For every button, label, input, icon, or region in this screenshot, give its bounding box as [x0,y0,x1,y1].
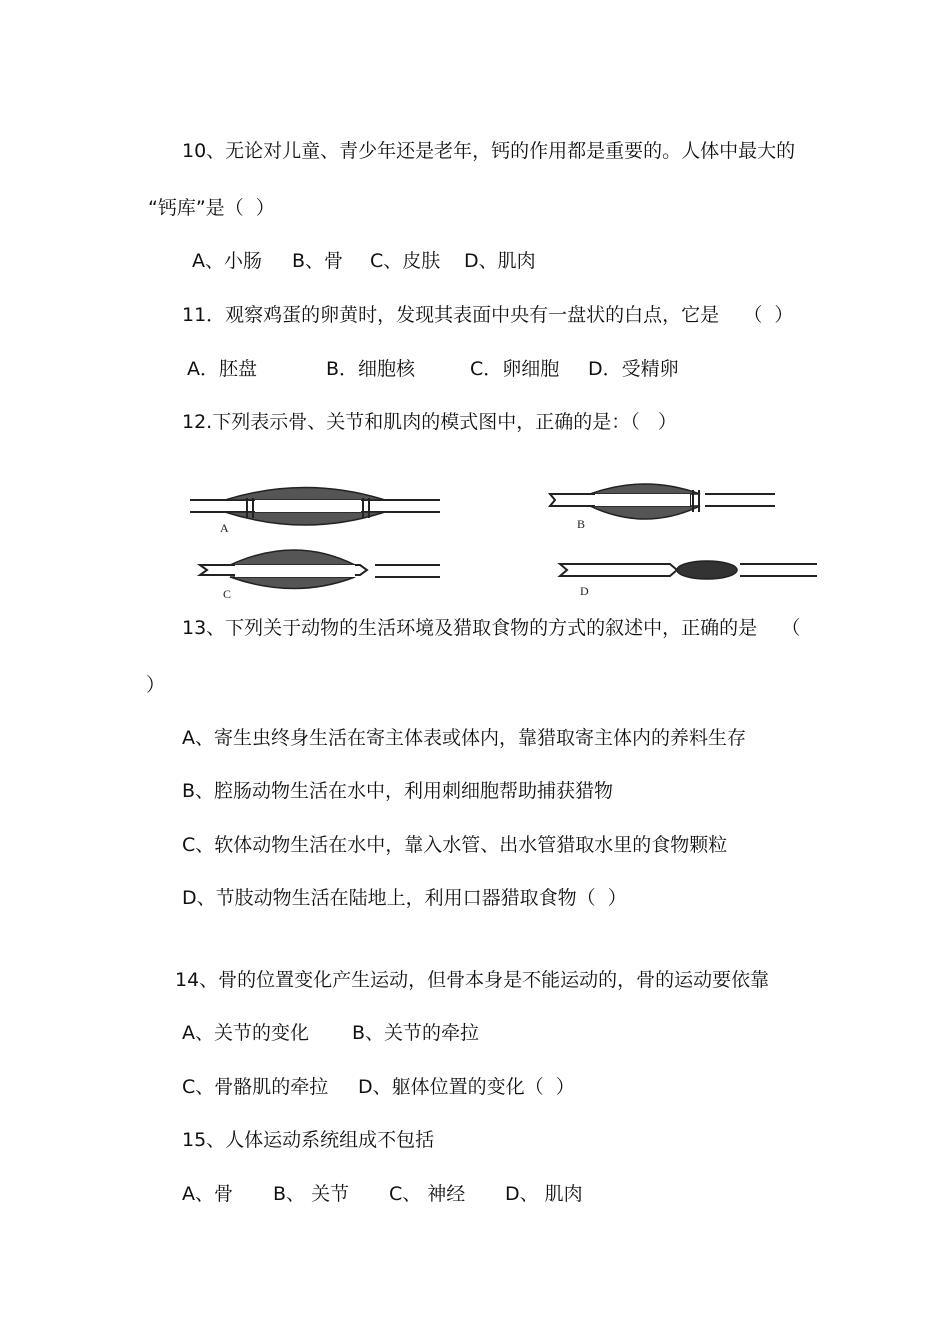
q11-option-c: C．卵细胞 [470,358,560,380]
bone-joint-muscle-figure [185,470,825,605]
q14-stem: 14、骨的位置变化产生运动，但骨本身是不能运动的，骨的运动要依靠 [175,969,770,991]
q12-stem: 12.下列表示骨、关节和肌肉的模式图中，正确的是：（ ） [182,411,677,433]
q13-option-a: A、寄生虫终身生活在寄主体表或体内，靠猎取寄主体内的养料生存 [182,727,746,749]
q13-option-c: C、软体动物生活在水中，靠入水管、出水管猎取水里的食物颗粒 [182,834,728,856]
q10-stem-line1: 10、无论对儿童、青少年还是老年，钙的作用都是重要的。人体中最大的 [182,140,796,162]
q10-stem-line2: “钙库”是（ ） [148,197,275,219]
q15-option-b: B、 关节 [273,1183,350,1205]
figure-panel-a [190,488,440,536]
q14-option-b: B、关节的牵拉 [352,1022,480,1044]
q10-option-a: A、小肠 [192,250,262,272]
q11-option-d: D．受精卵 [588,358,679,380]
q14-option-a: A、关节的变化 [182,1022,309,1044]
q13-stem-line1: 13、下列关于动物的生活环境及猎取食物的方式的叙述中，正确的是 （ [182,617,801,639]
q11-option-b: B．细胞核 [326,358,416,380]
q10-option-b: B、骨 [292,250,344,272]
q15-stem: 15、人体运动系统组成不包括 [182,1129,435,1151]
q10-option-c: C、皮肤 [370,250,441,272]
figure-panel-d [560,561,817,598]
q15-option-d: D、 肌肉 [505,1183,583,1205]
q15-option-c: C、 神经 [389,1183,466,1205]
q15-option-a: A、骨 [182,1183,233,1205]
q14-option-d: D、躯体位置的变化（ ） [358,1076,575,1098]
q13-option-b: B、腔肠动物生活在水中，利用刺细胞帮助捕获猎物 [182,780,614,802]
q11-option-a: A．胚盘 [187,358,257,380]
figure-panel-c [200,550,440,601]
figure-panel-b [550,484,775,531]
figure-label-c: C [223,587,232,601]
q13-stem-line2: ） [146,674,166,696]
figure-label-d: D [580,584,589,598]
figure-label-b: B [577,517,586,531]
q11-stem: 11．观察鸡蛋的卵黄时，发现其表面中央有一盘状的白点，它是 （ ） [182,304,794,326]
figure-label-a: A [220,521,229,535]
q10-option-d: D、肌肉 [464,250,536,272]
q13-option-d: D、节肢动物生活在陆地上，利用口器猎取食物（ ） [182,887,627,909]
q14-option-c: C、骨骼肌的牵拉 [182,1076,329,1098]
